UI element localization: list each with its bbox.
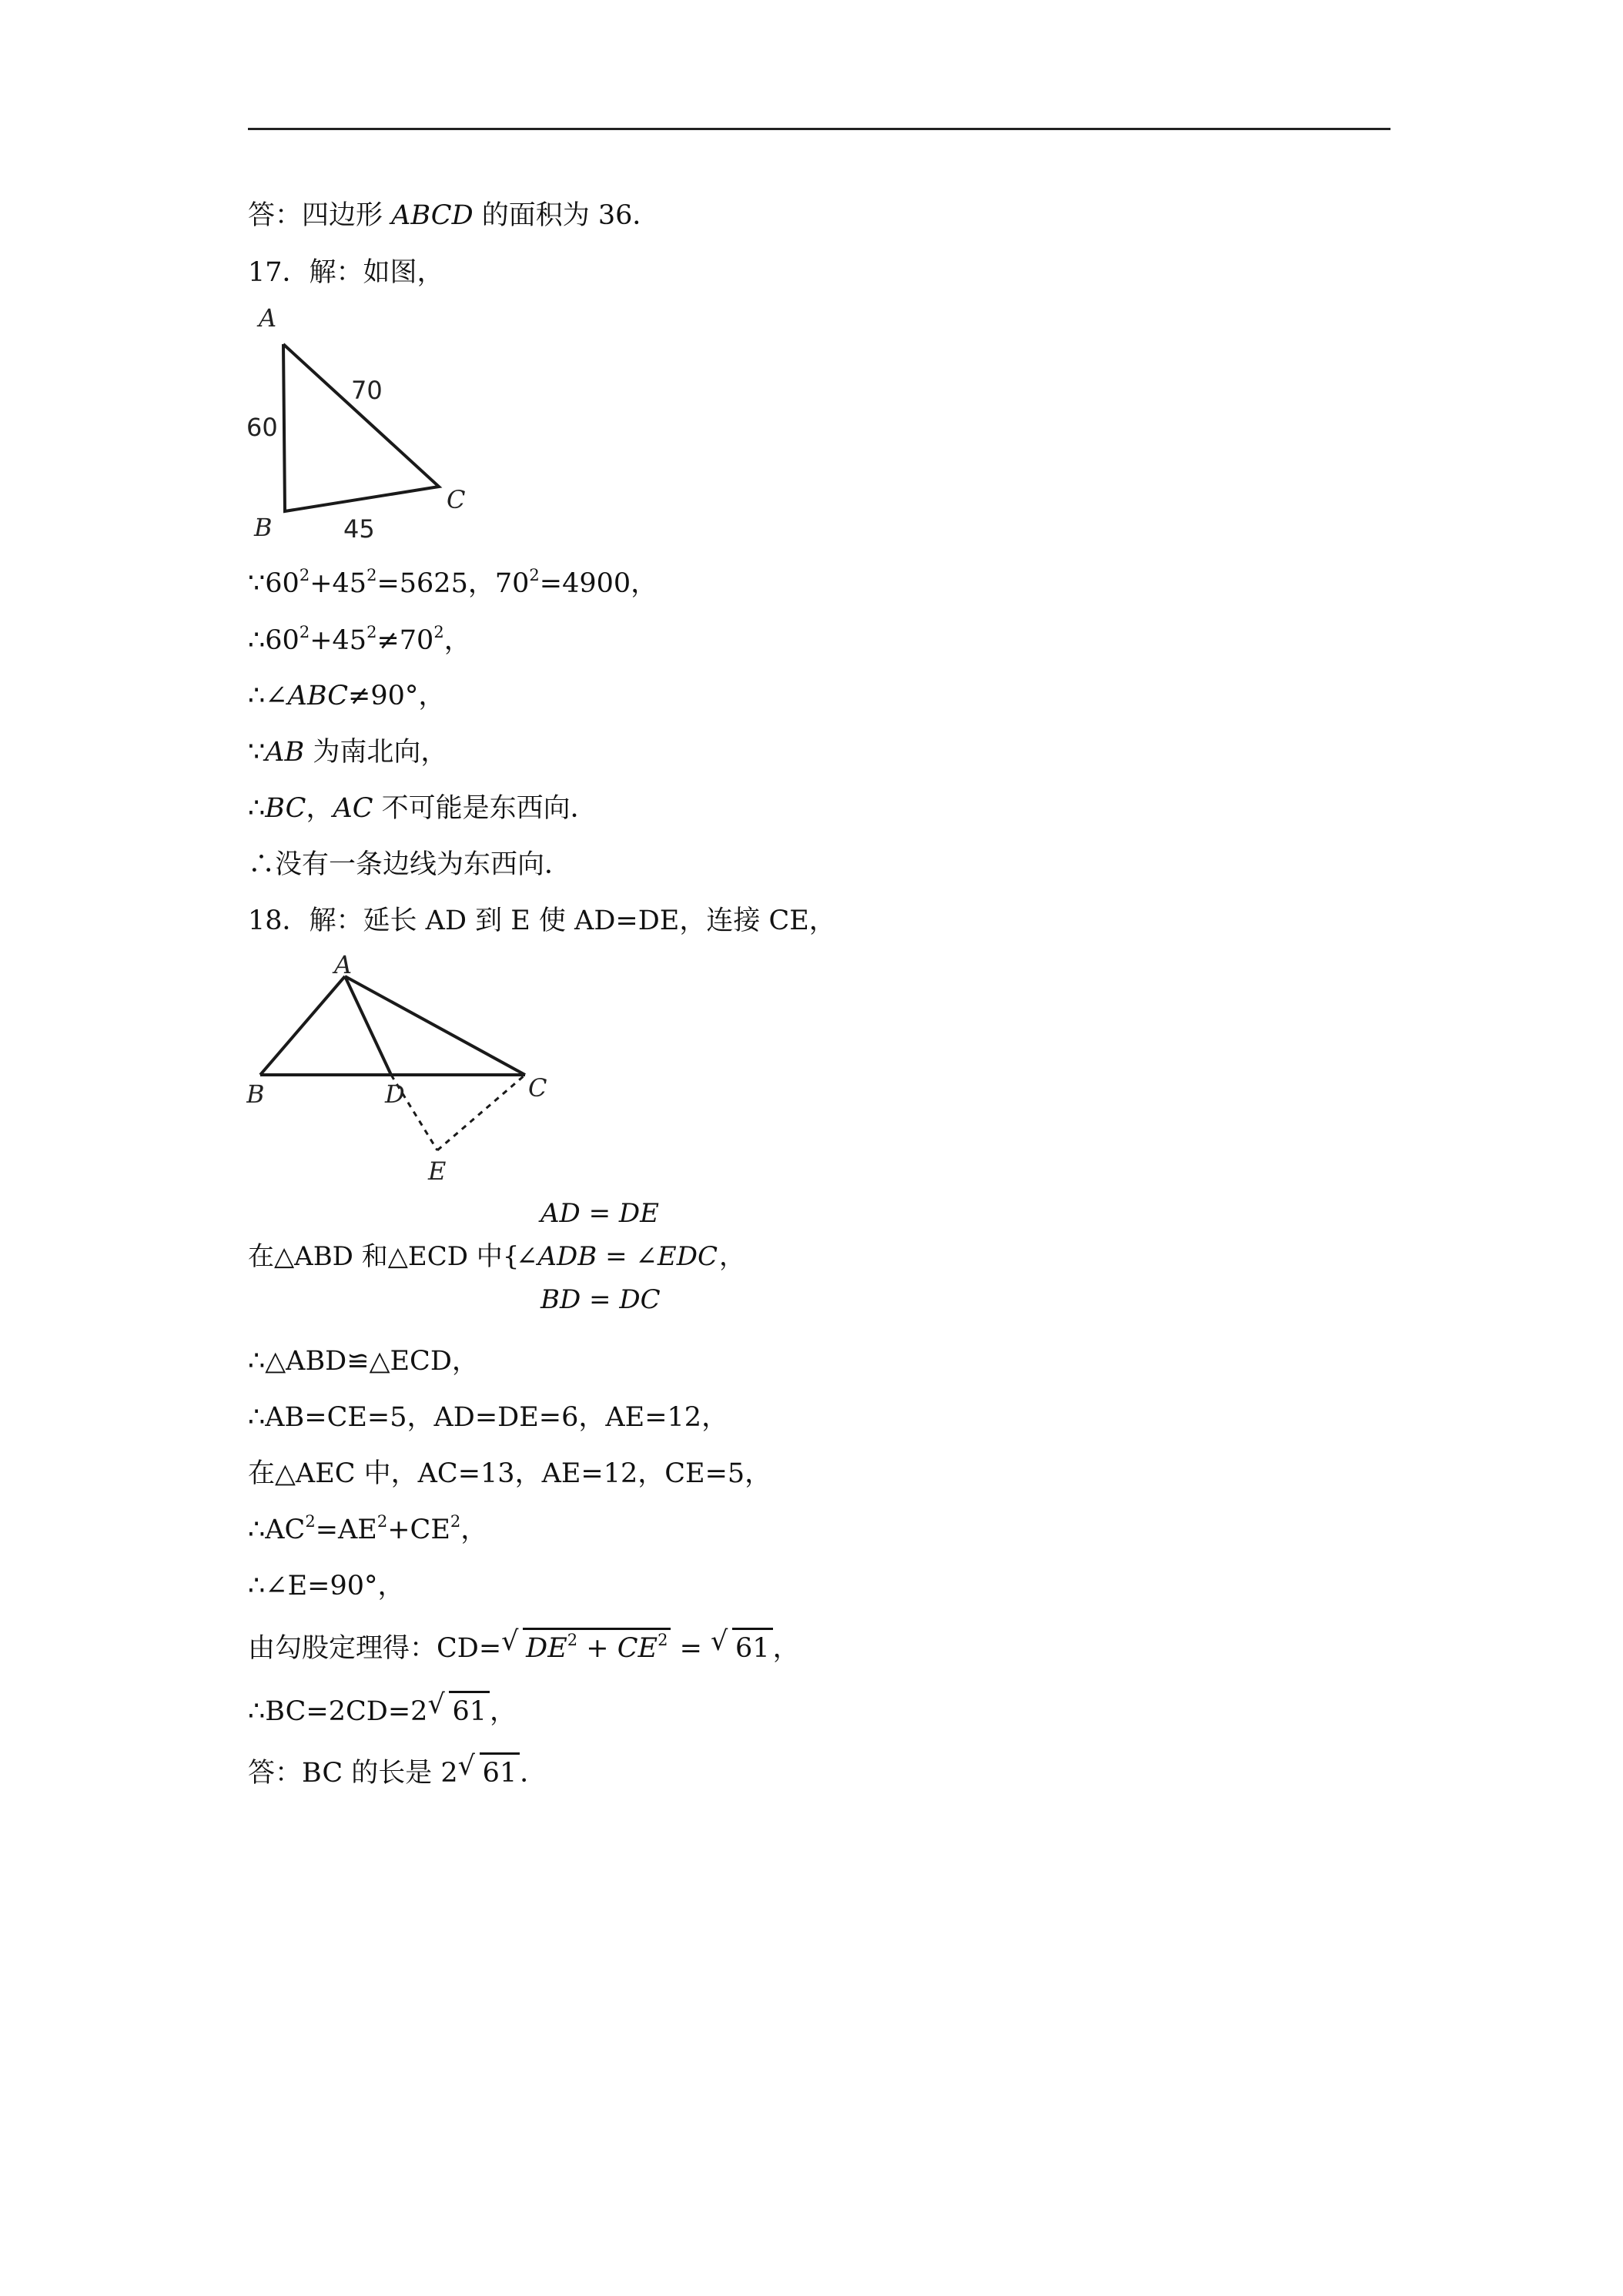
q18-line-5: ∴∠E=90°， bbox=[248, 1571, 405, 1602]
vertex-label-b: B bbox=[246, 1079, 265, 1109]
system-eq-1: AD = DE bbox=[540, 1198, 659, 1229]
q18-line-3: 在△AEC 中，AC=13，AE=12，CE=5， bbox=[248, 1458, 772, 1489]
vertex-label-d: D bbox=[385, 1079, 405, 1109]
vertex-label-a: A bbox=[334, 952, 353, 979]
vertex-label-b: B bbox=[254, 513, 273, 541]
q17-triangle-figure bbox=[246, 302, 485, 541]
vertex-label-e: E bbox=[428, 1156, 447, 1183]
q18-line-1: ∴△ABD≌△ECD， bbox=[248, 1346, 479, 1377]
sqrt-61: √ 61 bbox=[458, 1752, 520, 1792]
q18-heading: 18．解：延长 AD 到 E 使 AD=DE，连接 CE， bbox=[248, 905, 836, 936]
side-label-bc: 45 bbox=[343, 514, 375, 541]
q17-step-5: ∴BC，AC 不可能是东西向． bbox=[248, 793, 597, 824]
q17-step-6: ∴没有一条边线为东西向． bbox=[248, 849, 572, 880]
answer-16: 答：四边形 ABCD 的面积为 36． bbox=[248, 200, 660, 231]
vertex-label-c: C bbox=[447, 485, 466, 514]
q17-step-3: ∴∠ABC≠90°， bbox=[248, 681, 446, 711]
q17-step-4: ∵AB 为南北向， bbox=[248, 737, 448, 768]
q18-answer: 答：BC 的长是 2 √ 61 ． bbox=[248, 1752, 547, 1792]
segment-ac bbox=[345, 976, 525, 1075]
q17-step-2: $\therefore 60^2+45^2\ne 70^2$， bbox=[248, 623, 471, 656]
side-label-ab: 60 bbox=[246, 413, 278, 442]
q18-triangle-figure bbox=[246, 952, 554, 1183]
system-eq-3: BD = DC bbox=[540, 1284, 661, 1315]
segment-ab bbox=[260, 976, 345, 1075]
q18-line-4: $\therefore AC^2=AE^2+CE^2$， bbox=[248, 1512, 488, 1545]
vertex-label-a: A bbox=[259, 303, 277, 333]
q18-line-7: ∴BC=2CD=2 √ 61 ， bbox=[248, 1691, 517, 1730]
system-tail: ， bbox=[719, 1241, 745, 1272]
q17-heading: 17．解：如图， bbox=[248, 257, 444, 288]
header-rule bbox=[248, 128, 1390, 130]
sqrt-61: √ 61 bbox=[427, 1691, 490, 1730]
q18-line-6: 由勾股定理得：CD= √ $DE^2 + CE^2$ = √ 61 ， bbox=[248, 1628, 800, 1667]
segment-ec-dashed bbox=[437, 1075, 525, 1150]
system-eq-2: ∠ADB = ∠EDC bbox=[516, 1241, 718, 1272]
system-lead: 在△ABD 和△ECD 中{ bbox=[248, 1241, 520, 1272]
vertex-label-c: C bbox=[528, 1073, 547, 1103]
side-label-ac: 70 bbox=[351, 376, 383, 405]
triangle-abc bbox=[283, 344, 439, 511]
sqrt-61: √ 61 bbox=[711, 1628, 773, 1667]
q18-line-2: ∴AB=CE=5，AD=DE=6，AE=12， bbox=[248, 1402, 729, 1433]
congruence-system bbox=[248, 1195, 864, 1318]
q17-step-1: $\because 60^2+45^2=5625$，$70^2=4900$， bbox=[248, 566, 658, 599]
sqrt-de2-plus-ce2: √ $DE^2 + CE^2$ bbox=[501, 1628, 671, 1667]
segment-ad bbox=[345, 976, 391, 1075]
